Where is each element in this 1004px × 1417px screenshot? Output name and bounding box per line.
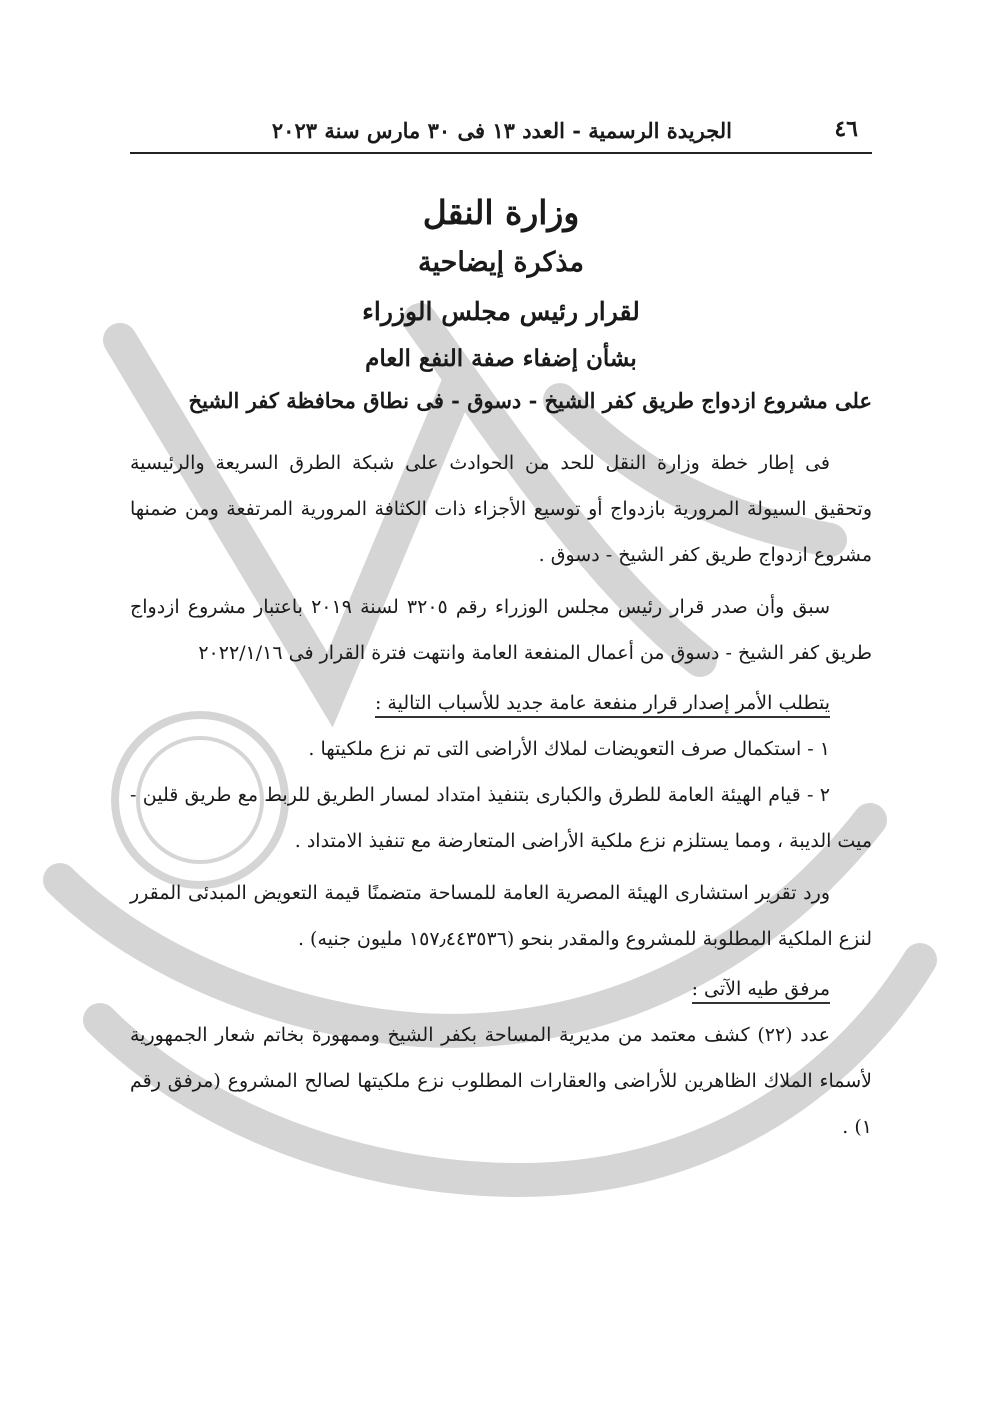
ministry-title: وزارة النقل xyxy=(422,193,580,232)
page-number: ٤٦ xyxy=(834,116,858,142)
attachment-heading-text: مرفق طيه الآتى : xyxy=(692,978,830,1004)
paragraph-attachment: عدد (٢٢) كشف معتمد من مديرية المساحة بكفر الشيخ وممهورة بخاتم شعار الجمهورية لأسماء الملاك الظاهرين للأراضى والعقارات المطلوب نزع ملكيتها لصالح المشروع (مرفق رقم ١) . xyxy=(130,1024,872,1138)
attachment-heading xyxy=(130,966,830,1012)
reason-item-1: ١ - استكمال صرف التعويضات لملاك الأراضى التى تم نزع ملكيتها . xyxy=(308,738,830,760)
decision-title: لقرار رئيس مجلس الوزراء xyxy=(362,297,640,326)
title-block xyxy=(130,188,872,382)
reasons-heading xyxy=(130,680,830,726)
memo-title: مذكرة إيضاحية xyxy=(418,247,584,278)
reasons-heading-text: يتطلب الأمر إصدار قرار منفعة عامة جديد للأسباب التالية : xyxy=(375,692,830,718)
journal-issue-line: الجريدة الرسمية - العدد ١٣ فى ٣٠ مارس سنة ٢٠٢٣ xyxy=(271,118,732,143)
reason-item-2: ٢ - قيام الهيئة العامة للطرق والكبارى بتنفيذ امتداد لمسار الطريق للربط مع طريق قلين - ميت الديبة ، ومما يستلزم نزع ملكية الأراضى المتعارضة مع تنفيذ الامتداد . xyxy=(130,784,872,852)
page-header xyxy=(130,112,872,154)
subject-title: بشأن إضفاء صفة النفع العام xyxy=(365,345,637,372)
project-title: على مشروع ازدواج طريق كفر الشيخ - دسوق - فى نطاق محافظة كفر الشيخ xyxy=(188,388,872,413)
paragraph-previous-decision: سبق وأن صدر قرار رئيس مجلس الوزراء رقم ٣٢٠٥ لسنة ٢٠١٩ باعتبار مشروع ازدواج طريق كفر الشيخ - دسوق من أعمال المنفعة العامة وانتهت فترة القرار فى ٢٠٢٢/١/١٦ xyxy=(130,596,872,664)
paragraph-compensation: ورد تقرير استشارى الهيئة المصرية العامة للمساحة متضمنًا قيمة التعويض المبدئى المقرر لنزع الملكية المطلوبة للمشروع والمقدر بنحو (١٥٧٫٤٤٣٥٣٦ مليون جنيه) . xyxy=(130,882,872,950)
paragraph-plan: فى إطار خطة وزارة النقل للحد من الحوادث على شبكة الطرق السريعة والرئيسية وتحقيق السيولة المرورية بازدواج أو توسيع الأجزاء ذات الكثافة المرورية المرتفعة ومن ضمنها مشروع ازدواج طريق كفر الشيخ - دسوق . xyxy=(130,452,872,566)
memo-body xyxy=(130,440,872,1150)
